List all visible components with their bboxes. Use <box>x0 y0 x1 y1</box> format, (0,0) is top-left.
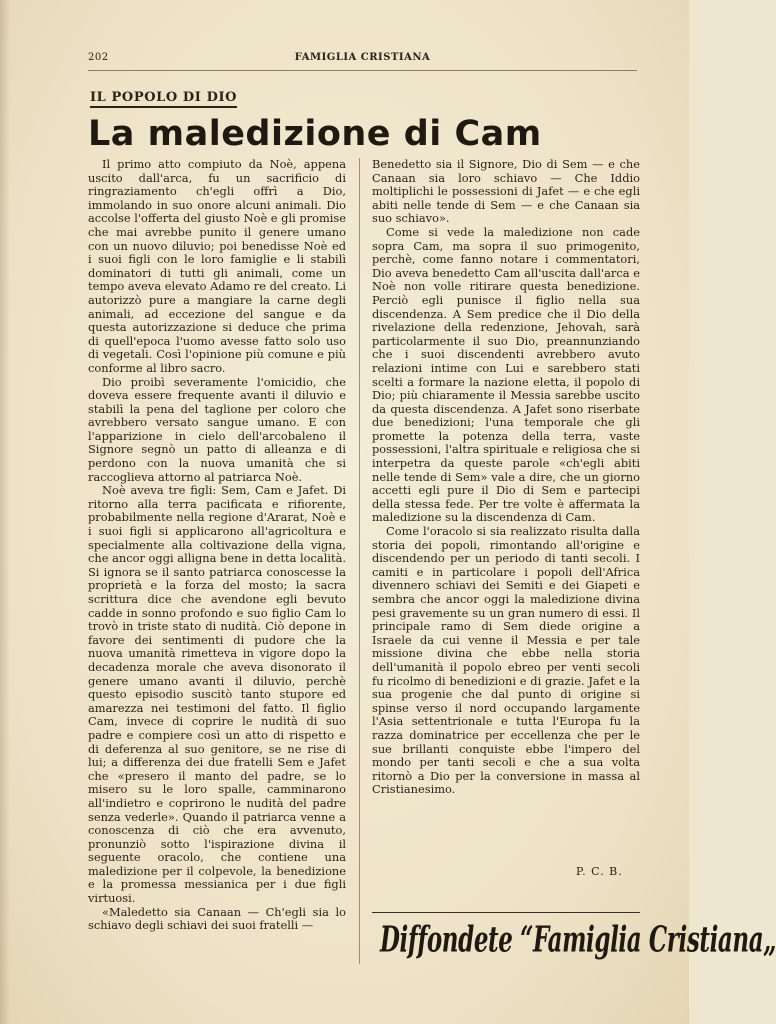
page-number: 202 <box>88 52 109 63</box>
paragraph: Come l'oracolo si sia realizzato risulta dalla storia dei popoli, rimontando all'origine e discendendo per un periodo di tanti secoli. I camiti e in particolare i popoli dell'Africa divennero schiavi dei Semiti e dei Giapeti e sembra che ancor oggi la maledizione divina pesi gravemente su un gran numero di essi. Il principale ramo di Sem diede origine a Israele da cui venne il Messia e per tale missione divina che ebbe nella storia dell'umanità il popolo ebreo per venti secoli fu ricolmo di benedizioni e di grazie. Jafet e la sua progenie che dal punto di origine si spinse verso il nord occupando largamente l'Asia settentrionale e tutta l'Europa fu la razza dominatrice per eccellenza che per le sue brillanti conquiste ebbe l'impero del mondo per tanti secoli e che a sua volta ritornò a Dio per la conversione in massa al Cristianesimo. <box>372 524 640 797</box>
author-signature: P. C. B. <box>576 865 623 878</box>
right-column <box>372 158 640 868</box>
paragraph: Noè aveva tre figli: Sem, Cam e Jafet. Di ritorno alla terra pacificata e rifiorente, probabilmente nella regione d'Ararat, Noè e i suoi figli si applicarono all'agricoltura e specialmente alla coltivazione della vigna, che ancor oggi alligna bene in detta località. Si ignora se il santo patriarca conoscesse la proprietà e la forza del mosto; la sacra scrittura dice che avendone egli bevuto cadde in sonno profondo e suo figlio Cam lo trovò in triste stato di nudità. Ciò depone in favore dei sentimenti di pudore che la nuova umanità rimetteva in vigore dopo la decadenza morale che aveva disonorato il genere umano avanti il diluvio, perchè questo episodio suscitò tanto stupore ed amarezza nei testimoni del fatto. Il figlio Cam, invece di coprire le nudità di suo padre e compiere così un atto di rispetto e di deferenza al suo genitore, se ne rise di lui; a differenza dei due fratelli Sem e Jafet che «presero il manto del padre, se lo misero su le loro spalle, camminarono all'indietro e coprirono le nudità del padre senza vederle». Quando il patriarca venne a conoscenza di ciò che era avvenuto, pronunziò sotto l'ispirazione divina il seguente oracolo, che contiene una maledizione per il colpevole, la benedizione e la promessa messianica per i due figli virtuosi. <box>88 483 346 906</box>
header-rule <box>88 70 637 71</box>
promo-slogan: Diffondete “Famiglia Cristiana„ <box>380 919 776 961</box>
page-fold-shadow <box>0 0 10 1024</box>
paragraph: «Maledetto sia Canaan — Ch'egli sia lo schiavo degli schiavi dei suoi fratelli — <box>88 904 346 933</box>
column-divider <box>359 158 360 964</box>
section-label: IL POPOLO DI DIO <box>90 90 237 108</box>
paragraph: Il primo atto compiuto da Noè, appena uscito dall'arca, fu un sacrificio di ringraziamento ch'egli offrì a Dio, immolando in suo onore alcuni animali. Dio accolse l'offerta del giusto Noè e gli promise che mai avrebbe punito il genere umano con un nuovo diluvio; poi benedisse Noè ed i suoi figli con le loro famiglie e li stabilì dominatori di tutti gli animali, come un tempo aveva elevato Adamo re del creato. Li autorizzò pure a mangiare la carne degli animali, ad eccezione del sangue e da questa autorizzazione si deduce che prima di quell'epoca l'uomo avesse fatto solo uso di vegetali. Così l'opinione più comune e più conforme al libro sacro. <box>88 157 346 375</box>
paragraph: Benedetto sia il Signore, Dio di Sem — e che Canaan sia loro schiavo — Che Iddio moltiplichi le possessioni di Jafet — e che egli abiti nelle tende di Sem — e che Canaan sia suo schiavo». <box>372 157 640 226</box>
paragraph: Come si vede la maledizione non cade sopra Cam, ma sopra il suo primogenito, perchè, come fanno notare i commentatori, Dio aveva benedetto Cam all'uscita dall'arca e Noè non volle ritirare questa benedizione. Perciò egli punisce il figlio nella sua discendenza. A Sem predice che il Dio della rivelazione della redenzione, Jehovah, sarà particolarmente il suo Dio, preannunziando che i suoi discendenti avrebbero avuto relazioni intime con Lui e sarebbero stati scelti a formare la nazione eletta, il popolo di Dio; più chiaramente il Messia sarebbe uscito da questa discendenza. A Jafet sono riserbate due benedizioni; l'una temporale che gli promette la potenza della terra, vaste possessioni, l'altra spirituale e religiosa che si interpetra da queste parole «ch'egli abiti nelle tende di Sem» vale a dire, che un giorno accetti egli pure il Dio di Sem e partecipi della stessa fede. Per tre volte è affermata la maledizione su la discendenza di Cam. <box>372 224 640 525</box>
article-title: La maledizione di Cam <box>88 114 542 154</box>
magazine-name: FAMIGLIA CRISTIANA <box>294 52 431 63</box>
running-head <box>88 52 637 68</box>
paragraph: Dio proibì severamente l'omicidio, che doveva essere frequente avanti il diluvio e stabilì la pena del taglione per coloro che avrebbero versato sangue umano. E con l'apparizione in cielo dell'arcobaleno il Signore segnò un patto di alleanza e di perdono con la nuova umanità che si raccoglieva attorno al patriarca Noè. <box>88 374 346 484</box>
left-column <box>88 158 346 978</box>
